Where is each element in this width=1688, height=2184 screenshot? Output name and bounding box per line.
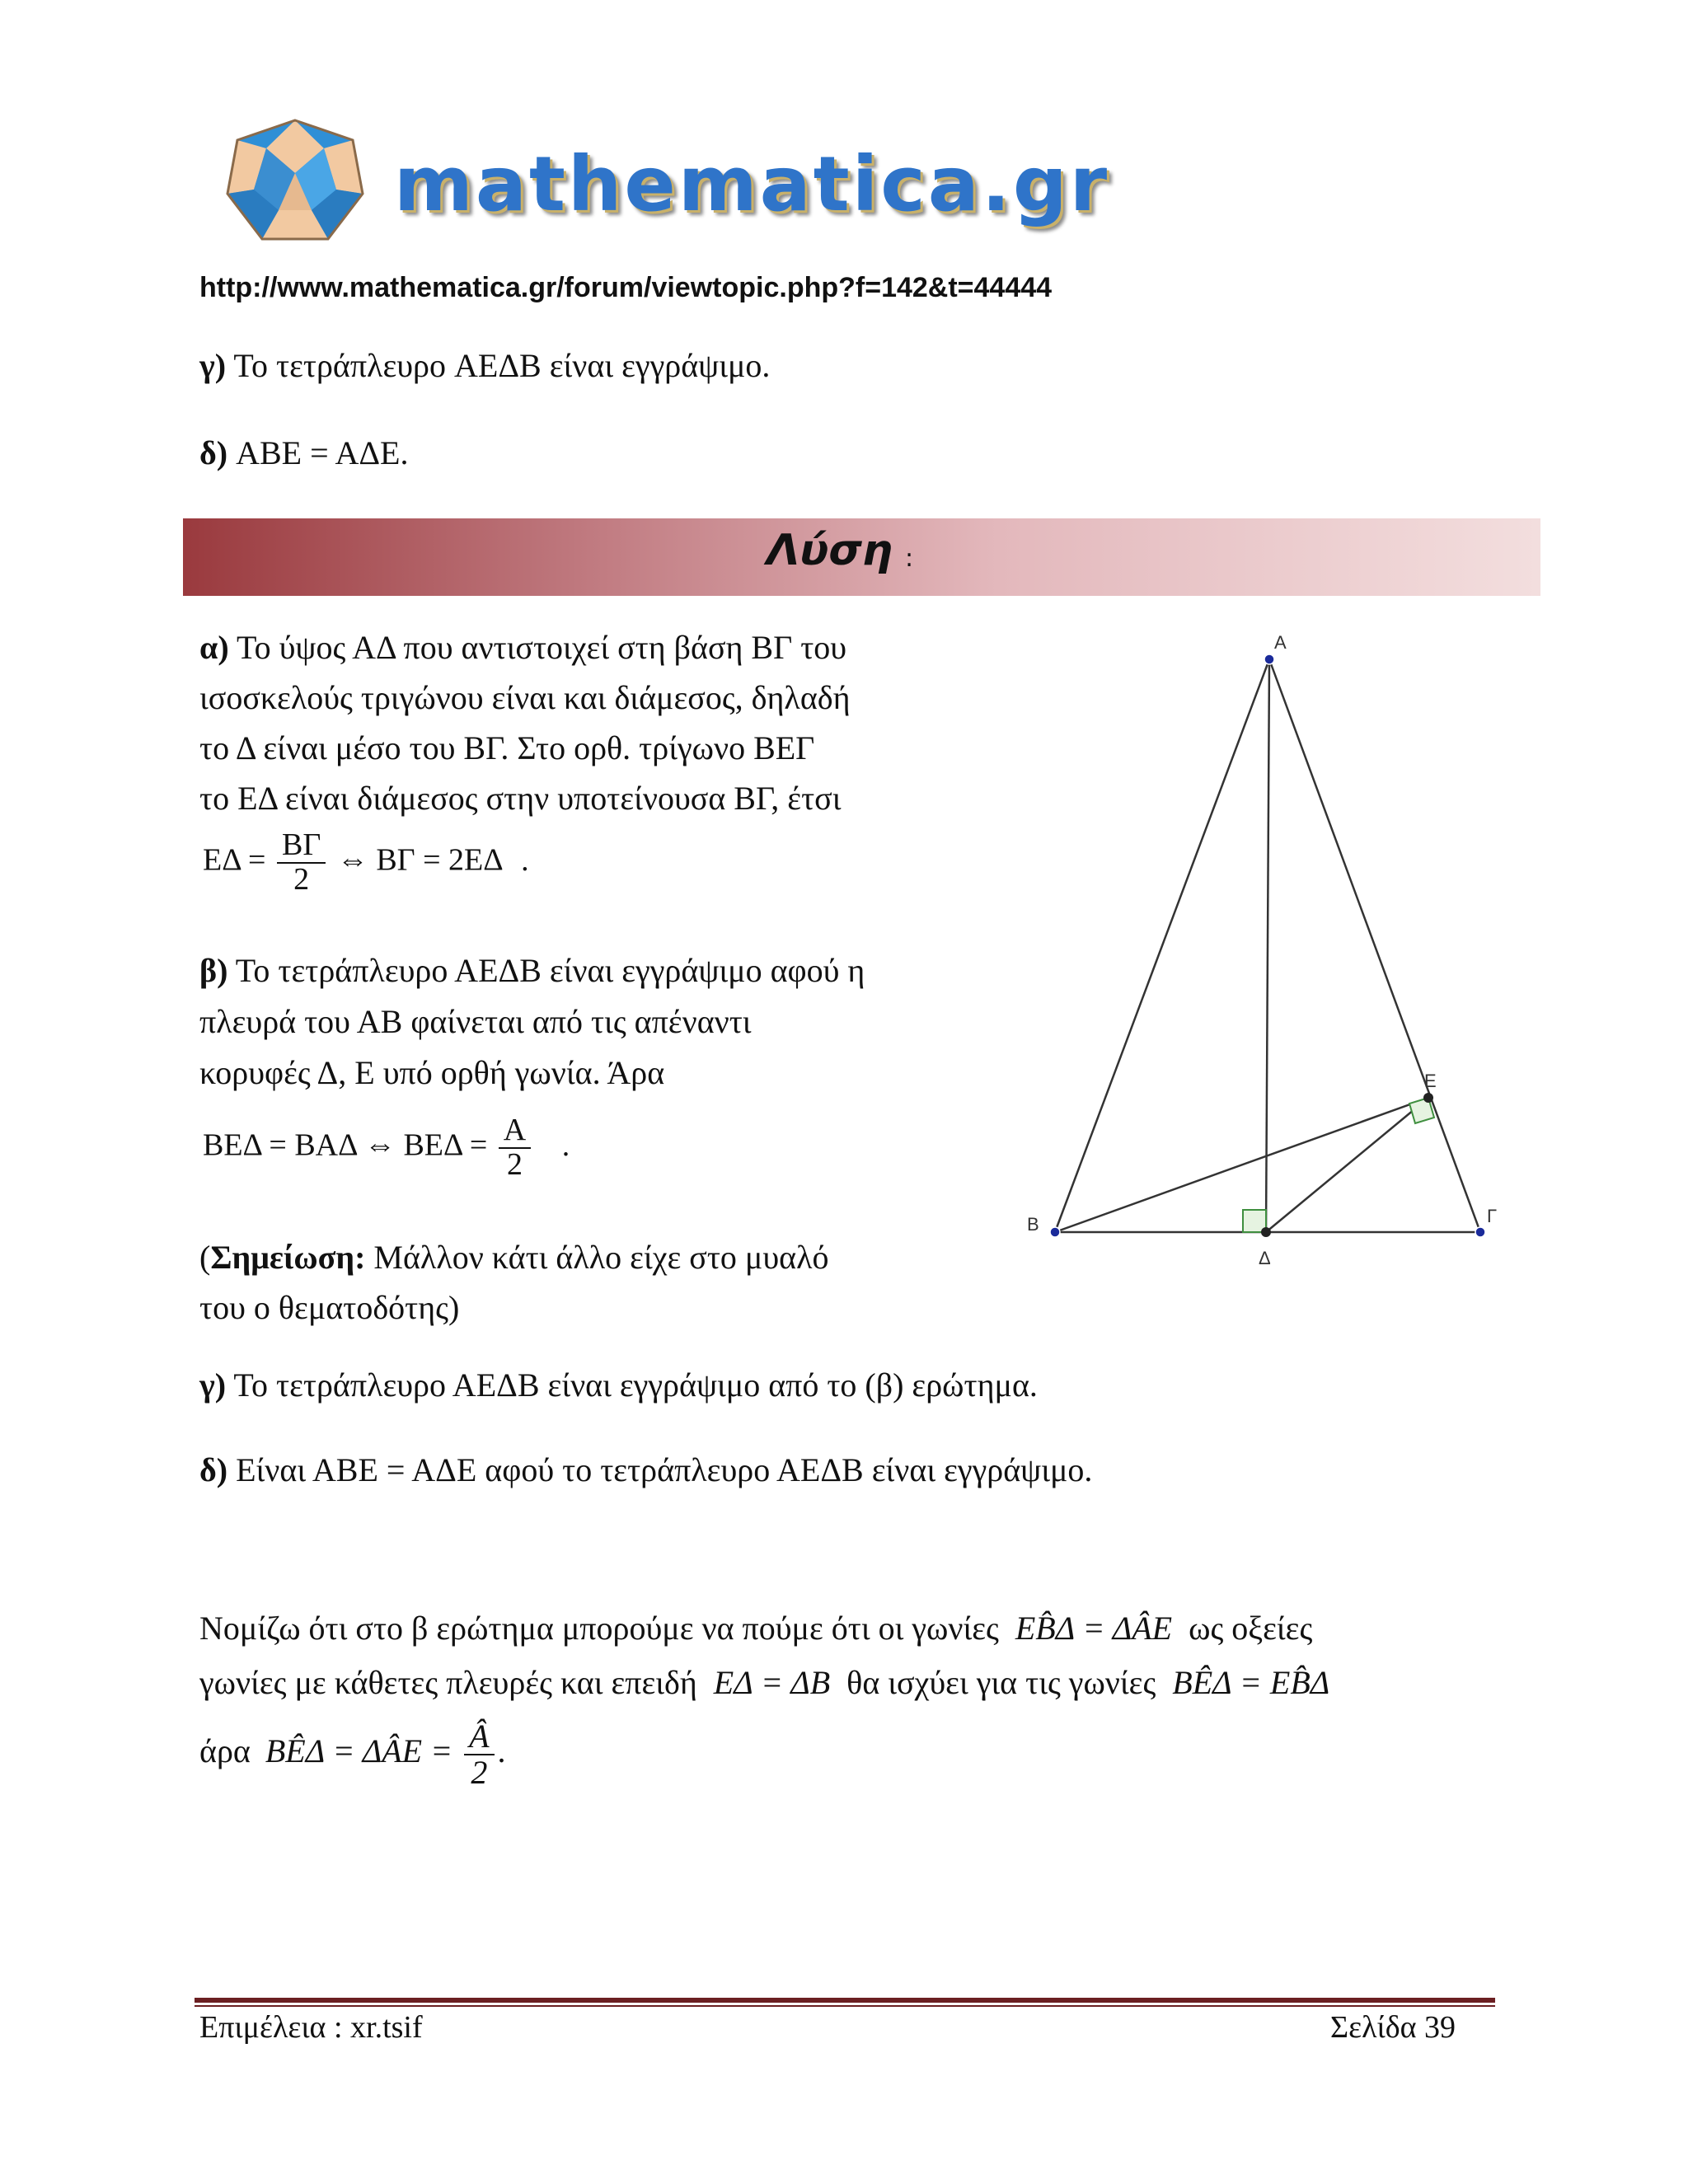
eq-a-fraction <box>277 829 326 897</box>
point-B <box>1050 1227 1060 1237</box>
solution-b-line3: κορυφές Δ, Ε υπό ορθή γωνία. Άρα <box>199 1054 665 1091</box>
point-A <box>1264 654 1274 664</box>
label-D: Δ <box>1259 1248 1271 1268</box>
label-G: Γ <box>1487 1206 1498 1226</box>
segment-AD <box>1266 659 1269 1232</box>
solution-title-colon: : <box>905 544 914 573</box>
question-c-math: ΑΕΔΒ <box>454 347 542 384</box>
segment-AG <box>1269 659 1480 1232</box>
eq-a-right: ⇔ ΒΓ = 2ΕΔ <box>336 842 502 878</box>
remark-text1: Νομίζω ότι στο β ερώτημα μπορούμε να πούμε ότι οι γωνίες <box>199 1610 999 1647</box>
point-D <box>1261 1227 1271 1237</box>
note-open-paren: ( <box>199 1239 211 1276</box>
question-c-text: Το τετράπλευρο <box>233 347 447 384</box>
eq-a-denominator: 2 <box>293 861 310 897</box>
footer-rule <box>195 1998 1495 2003</box>
question-d <box>199 434 409 473</box>
note-line2: του ο θεματοδότης) <box>199 1289 460 1326</box>
question-d-end: . <box>400 434 409 471</box>
label-B: B <box>1027 1214 1039 1235</box>
remark-math2a: ΕΔ = ΔB <box>713 1664 831 1701</box>
eq-b-fraction <box>499 1114 531 1182</box>
remark-math1: EB̂Δ = ΔÂE <box>1015 1610 1173 1647</box>
remark-line1 <box>199 1609 1312 1648</box>
solution-a-line4: το ΕΔ είναι διάμεσος στην υποτείνουσα ΒΓ, έτσι <box>199 780 842 817</box>
remark-math2b: BÊΔ = EB̂Δ <box>1172 1664 1330 1701</box>
solution-d <box>199 1451 1092 1490</box>
solution-c-label: γ) <box>199 1366 227 1404</box>
segment-BE <box>1055 1098 1428 1232</box>
remark-denominator: 2 <box>471 1754 488 1791</box>
source-url[interactable]: http://www.mathematica.gr/forum/viewtopic.php?f=142&t=44444 <box>199 272 1053 303</box>
point-G <box>1475 1227 1485 1237</box>
note-text1: Μάλλον κάτι άλλο είχε στο μυαλό <box>365 1239 829 1276</box>
segment-AB <box>1055 659 1269 1232</box>
note-label: Σημείωση: <box>210 1239 366 1276</box>
solution-b-text1: Το τετράπλευρο ΑΕΔΒ είναι εγγράψιμο αφού η <box>235 952 865 989</box>
question-d-label: δ) <box>199 434 228 471</box>
footer-rule-thin <box>195 2005 1495 2007</box>
solution-d-text: Είναι ΑΒΕ = ΑΔΕ αφού το τετράπλευρο ΑΕΔΒ είναι εγγράψιμο. <box>236 1451 1093 1488</box>
question-c-label: γ) <box>199 347 227 384</box>
remark-end: . <box>497 1732 506 1770</box>
solution-a-line2: ισοσκελούς τριγώνου είναι και διάμεσος, δηλαδή <box>199 679 851 716</box>
solution-a-line1 <box>199 628 846 668</box>
point-E <box>1423 1093 1433 1103</box>
solution-b-line2: πλευρά του ΑΒ φαίνεται από τις απέναντι <box>199 1003 752 1040</box>
solution-a-text1: Το ύψος ΑΔ που αντιστοιχεί στη βάση ΒΓ του <box>236 629 847 666</box>
remark-text3: άρα <box>199 1732 251 1770</box>
label-A: A <box>1274 632 1287 653</box>
eq-b-left: ΒΕΔ = ΒΑΔ ⇔ ΒΕΔ = <box>203 1127 488 1163</box>
question-c-text-end: είναι εγγράψιμο. <box>549 347 771 384</box>
solution-b-line1 <box>199 951 865 991</box>
solution-c-text: Το τετράπλευρο ΑΕΔΒ είναι εγγράψιμο από το (β) ερώτημα. <box>233 1366 1038 1404</box>
solution-a-line3: το Δ είναι μέσο του ΒΓ. Στο ορθ. τρίγωνο ΒΕΓ <box>199 729 815 766</box>
triangle-figure <box>1014 626 1525 1286</box>
eq-a-left: ΕΔ = <box>203 842 266 878</box>
eq-b-end: . <box>561 1127 570 1163</box>
eq-a-numerator: ΒΓ <box>277 829 326 864</box>
label-E: E <box>1424 1071 1437 1091</box>
logo-icon <box>221 115 369 251</box>
remark-math3: BÊΔ = ΔÂE = <box>265 1732 453 1770</box>
solution-a-label: α) <box>199 629 229 666</box>
question-c <box>199 346 770 386</box>
solution-a-equation <box>203 829 529 897</box>
segment-DE <box>1266 1098 1428 1232</box>
logo-text: mathematica.gr <box>394 140 1110 228</box>
remark-line2 <box>199 1663 1329 1703</box>
remark-line3 <box>199 1719 506 1790</box>
eq-b-numerator: Α <box>499 1114 531 1149</box>
eq-b-denominator: 2 <box>507 1146 523 1182</box>
question-d-math: ΑΒΕ = ΑΔΕ <box>236 434 401 471</box>
eq-a-end: . <box>521 842 529 878</box>
remark-text1-end: ως οξείες <box>1189 1610 1313 1647</box>
solution-d-label: δ) <box>199 1451 228 1488</box>
footer-editor: Επιμέλεια : xr.tsif <box>199 2010 423 2045</box>
solution-b-label: β) <box>199 952 228 989</box>
remark-fraction <box>464 1719 494 1790</box>
remark-numerator: Â <box>464 1719 494 1755</box>
footer-page-number: Σελίδα 39 <box>1330 2010 1456 2045</box>
solution-title: Λύση <box>767 526 893 575</box>
solution-b-equation <box>203 1114 570 1182</box>
remark-text2-mid: θα ισχύει για τις γωνίες <box>846 1664 1156 1701</box>
remark-text2: γωνίες με κάθετες πλευρές και επειδή <box>199 1664 697 1701</box>
solution-c <box>199 1366 1038 1405</box>
note-line1 <box>199 1238 829 1277</box>
